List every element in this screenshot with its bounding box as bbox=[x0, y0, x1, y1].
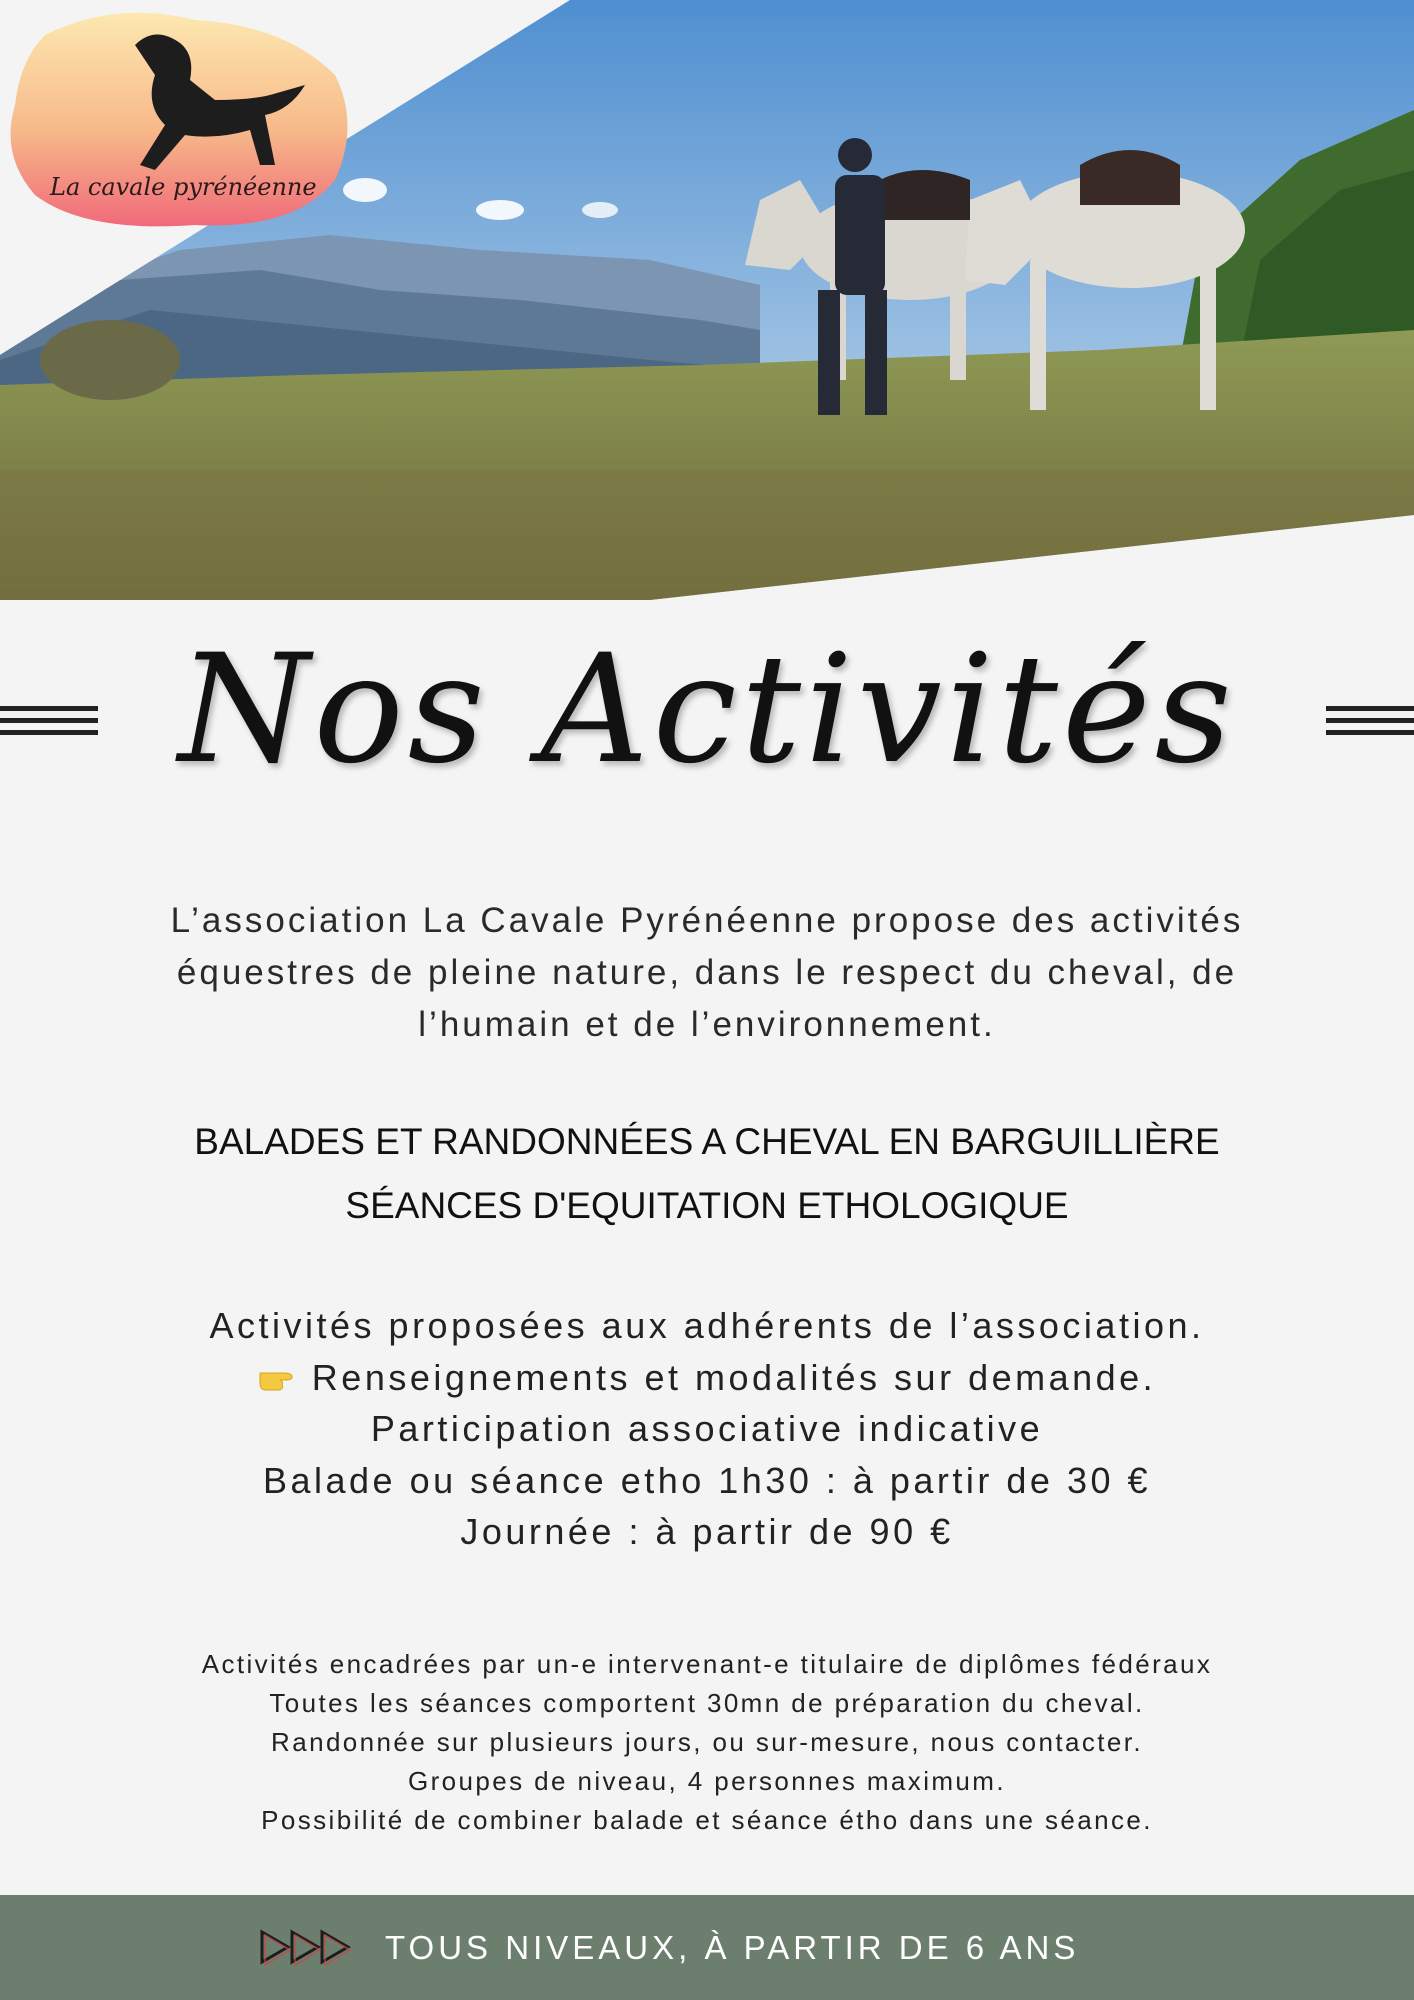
info-line bbox=[40, 1352, 1374, 1404]
intro-line: l’humain et de l’environnement. bbox=[418, 1005, 996, 1044]
note-line: Possibilité de combiner balade et séance étho dans une séance. bbox=[261, 1805, 1153, 1835]
logo-text: La cavale pyrénéenne bbox=[50, 173, 317, 201]
price-day: Journée : à partir de 90 € bbox=[460, 1511, 954, 1552]
footer-banner bbox=[0, 1895, 1414, 2000]
note-line: Toutes les séances comportent 30mn de préparation du cheval. bbox=[269, 1688, 1145, 1718]
notes-section bbox=[40, 1645, 1374, 1840]
pricing-title: Participation associative indicative bbox=[370, 1408, 1044, 1449]
pointing-hand-icon bbox=[258, 1363, 298, 1393]
note-line: Activités encadrées par un-e intervenant-e titulaire de diplômes fédéraux bbox=[201, 1649, 1213, 1679]
info-on-request-text: Renseignements et modalités sur demande. bbox=[311, 1356, 1157, 1398]
note-line: Randonnée sur plusieurs jours, ou sur-mesure, nous contacter. bbox=[271, 1727, 1143, 1757]
activities-list bbox=[40, 1110, 1374, 1238]
triple-arrow-icon bbox=[258, 1922, 358, 1972]
footer-text: TOUS NIVEAUX, À PARTIR DE 6 ANS bbox=[385, 1929, 1080, 1966]
price-session: Balade ou séance etho 1h30 : à partir de 30 € bbox=[262, 1459, 1152, 1501]
note-line: Groupes de niveau, 4 personnes maximum. bbox=[408, 1766, 1006, 1796]
offer-section bbox=[40, 1300, 1374, 1558]
logo bbox=[5, 5, 355, 235]
activity-item: SÉANCES D'EQUITATION ETHOLOGIQUE bbox=[345, 1185, 1069, 1226]
intro-line: L’association La Cavale Pyrénéenne propose des activités bbox=[170, 901, 1244, 940]
page-title: Nos Activités bbox=[178, 623, 1236, 797]
members-only-text: Activités proposées aux adhérents de l’association. bbox=[209, 1305, 1205, 1346]
intro-paragraph bbox=[40, 895, 1374, 1051]
intro-line: équestres de pleine nature, dans le respect du cheval, de bbox=[176, 953, 1238, 992]
activity-item: BALADES ET RANDONNÉES A CHEVAL EN BARGUILLIÈRE bbox=[194, 1121, 1220, 1162]
horse-logo-icon bbox=[5, 5, 355, 235]
